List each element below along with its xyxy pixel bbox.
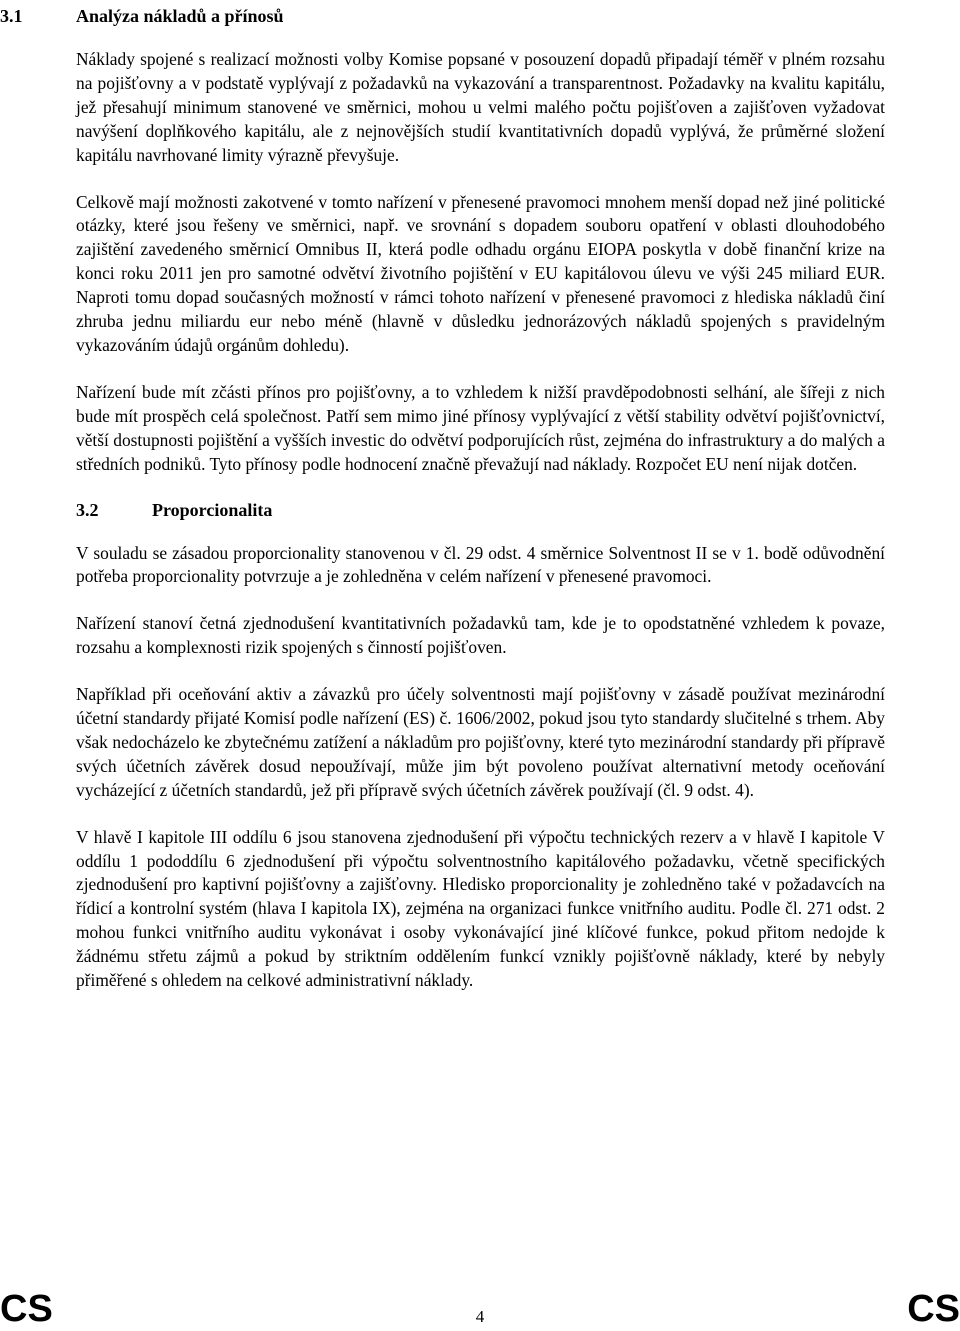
paragraph: Nařízení stanoví četná zjednodušení kvantitativních požadavků tam, kde je to opodstatněné vzhledem k povaze, rozsahu a komplexnosti rizik spojených s činností pojišťoven. bbox=[76, 613, 885, 658]
footer-language-mark-right: CS bbox=[907, 1288, 960, 1330]
paragraph: Například při oceňování aktiv a závazků pro účely solventnosti mají pojišťovny v zásadě používat mezinárodní účetní standardy přijaté Komisí podle nařízení (ES) č. 1606/2002, pokud jsou tyto standardy slučitelné s trhem. Aby však nedocházelo ke zbytečnému zatížení a nákladům pro pojišťovny, které tyto mezinárodní standardy při přípravě svých účetních závěrek dosud nepoužívají, může jim být povoleno používat alternativní metody oceňování vycházející z účetních standardů, jež při přípravě svých účetních závěrek používají (čl. 9 odst. 4). bbox=[76, 684, 885, 800]
section-heading-proportionality bbox=[76, 498, 885, 522]
section-number: 3.1 bbox=[0, 6, 23, 26]
section-title: Analýza nákladů a přínosů bbox=[76, 6, 284, 26]
paragraph: Nařízení bude mít zčásti přínos pro pojišťovny, a to vzhledem k nižší pravděpodobnosti selhání, ale šířeji z nich bude mít prospěch celá společnost. Patří sem mimo jiné přínosy vyplývající z větší stability odvětví pojišťovnictví, větší dostupnosti pojištění a vyšších investic do odvětví podporujících růst, zejména do infrastruktury a do malých a středních podniků. Tyto přínosy podle hodnocení značně převažují nad náklady. Rozpočet EU není nijak dotčen. bbox=[76, 381, 885, 474]
section-number: 3.2 bbox=[76, 499, 99, 520]
paragraph: Náklady spojené s realizací možnosti volby Komise popsané v posouzení dopadů připadají téměř v plném rozsahu na pojišťovny a v podstatě vyplývají z požadavků na vykazování a transparentnost. Požadavky na kvalitu kapitálu, jež přesahují minimum stanovené ve směrnici, mohou u velmi malého počtu pojišťoven a zajišťoven vyžadovat navýšení doplňkového kapitálu, ale z nejnovějších studií kvantitativních dopadů vyplývá, že průměrné složení kapitálu navrhované limity výrazně převyšuje. bbox=[76, 49, 885, 165]
footer-language-mark-left: CS bbox=[0, 1288, 53, 1330]
paragraph: Celkově mají možnosti zakotvené v tomto nařízení v přenesené pravomoci mnohem menší dopad než jiné politické otázky, které jsou řešeny ve směrnici, např. ve srovnání s dopadem souboru opatření v oblasti dlouhodobého zajištění zavedeného směrnicí Omnibus II, která podle odhadu orgánu EIOPA poskytla v době finanční krize na konci roku 2011 jen pro samotné odvětví životního pojištění v EU kapitálovou úlevu ve výši 245 miliard EUR. Naproti tomu dopad současných možností v rámci tohoto nařízení v přenesené pravomoci z hlediska nákladů činí zhruba jednu miliardu eur nebo méně (hlavně v důsledku jednorázových nákladů spojených s pravidelným vykazováním údajů orgánům dohledu). bbox=[76, 191, 885, 355]
page-number: 4 bbox=[475, 1307, 485, 1326]
paragraph: V hlavě I kapitole III oddílu 6 jsou stanovena zjednodušení při výpočtu technických rezerv a v hlavě I kapitole V oddílu 1 pododdílu 6 zjednodušení při výpočtu solventnostního kapitálového požadavku, včetně specifických zjednodušení pro kaptivní pojišťovny a zajišťovny. Hledisko proporcionality je zohledněno také v požadavcích na řídicí a kontrolní systém (hlava I kapitola IX), zejména na organizaci funkce vnitřního auditu. Podle čl. 271 odst. 2 mohou funkci vnitřního auditu vykonávat i osoby vykonávající jiné klíčové funkce, pokud přitom nedojde k žádnému střetu zájmů a pokud by striktním oddělením funkcí vznikly pojišťovně náklady, které by nebyly přiměřené s ohledem na celkové administrativní náklady. bbox=[76, 826, 885, 991]
section-heading-analysis bbox=[0, 4, 885, 28]
paragraph: V souladu se zásadou proporcionality stanovenou v čl. 29 odst. 4 směrnice Solventnost II se v 1. bodě odůvodnění potřeba proporcionality potvrzuje a je zohledněna v celém nařízení v přenesené pravomoci. bbox=[76, 542, 885, 587]
section-title: Proporcionalita bbox=[152, 499, 273, 520]
